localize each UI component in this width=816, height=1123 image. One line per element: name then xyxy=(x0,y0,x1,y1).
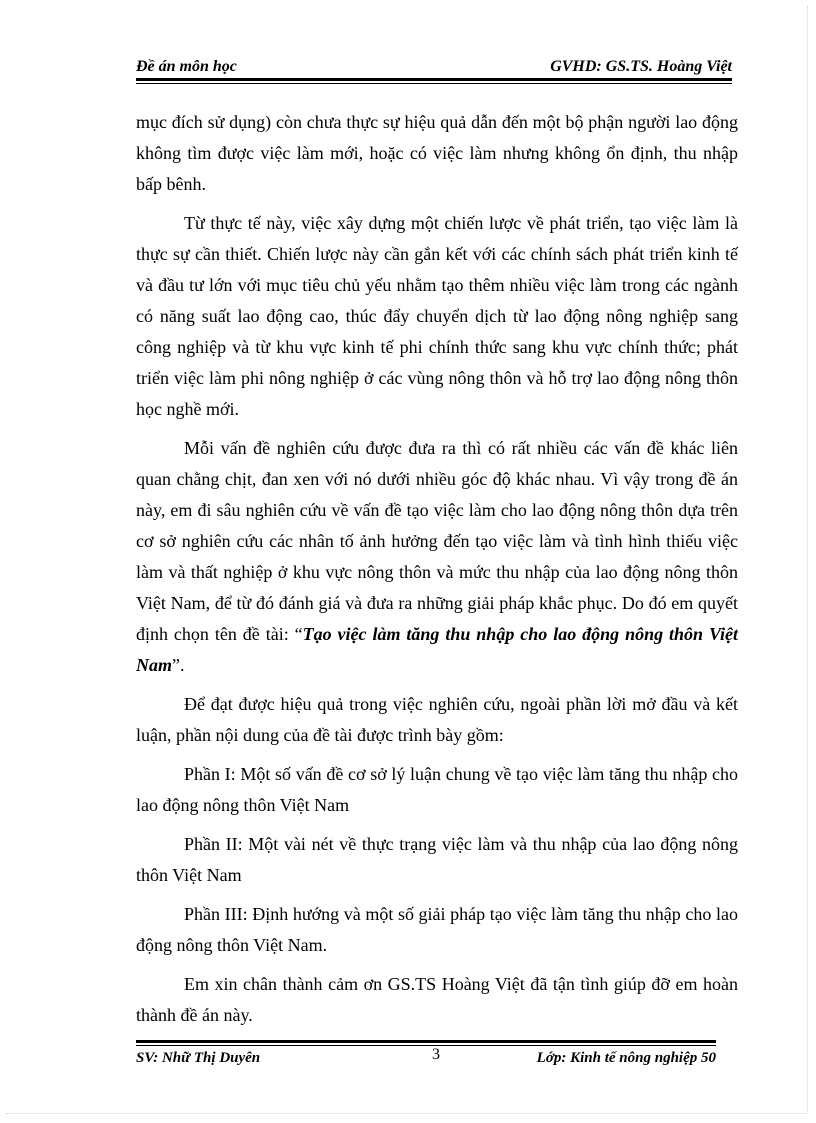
topic-title: Tạo việc làm tăng thu nhập cho lao động nông thôn Việt Nam xyxy=(136,624,738,675)
header-course-label: Đề án môn học xyxy=(136,58,237,75)
footer-student-name: SV: Nhữ Thị Duyên xyxy=(136,1050,261,1066)
document-body xyxy=(136,107,738,1039)
paragraph-2: Từ thực tế này, việc xây dựng một chiến lược về phát triển, tạo việc làm là thực sự cần thiết. Chiến lược này cần gắn kết với các chính sách phát triển kinh tế và đầu tư lớn với mục tiêu chủ yếu nhằm tạo thêm nhiều việc làm trong các ngành có năng suất lao động cao, thúc đẩy chuyển dịch từ lao động nông nghiệp sang công nghiệp và từ khu vực kinh tế phi chính thức sang khu vực chính thức; phát triển việc làm phi nông nghiệp ở các vùng nông thôn và hỗ trợ lao động nông thôn học nghề mới. xyxy=(136,213,738,419)
header-supervisor: GVHD: GS.TS. Hoàng Việt xyxy=(550,58,732,75)
footer-rule-thin xyxy=(136,1045,716,1046)
page-number: 3 xyxy=(432,1046,440,1063)
paragraph-thanks: Em xin chân thành cảm ơn GS.TS Hoàng Việt đã tận tình giúp đỡ em hoàn thành đề án này. xyxy=(136,974,738,1025)
page-footer xyxy=(136,1040,716,1080)
header-rule-thin xyxy=(136,83,732,84)
paragraph-4: Để đạt được hiệu quả trong việc nghiên cứu, ngoài phần lời mở đầu và kết luận, phần nội dung của đề tài được trình bày gồm: xyxy=(136,694,738,745)
paragraph-3-text: Mỗi vấn đề nghiên cứu được đưa ra thì có rất nhiều các vấn đề khác liên quan chằng chịt, đan xen với nó dưới nhiều góc độ khác nhau. Vì vậy trong đề án này, em đi sâu nghiên cứu về vấn đề tạo việc làm cho lao động nông thôn dựa trên cơ sở nghiên cứu các nhân tố ảnh hưởng đến tạo việc làm và tình hình thiếu việc làm và thất nghiệp ở khu vực nông thôn và mức thu nhập của lao động nông thôn Việt Nam, để từ đó đánh giá và đưa ra những giải pháp khắc phục. Do đó em quyết định chọn tên đề tài: “ xyxy=(136,438,738,644)
footer-rule-thick xyxy=(136,1040,716,1043)
paragraph-3 xyxy=(136,433,738,681)
paragraph-part-2: Phần II: Một vài nét về thực trạng việc làm và thu nhập của lao động nông thôn Việt Nam xyxy=(136,834,738,885)
paragraph-1: mục đích sử dụng) còn chưa thực sự hiệu quả dẫn đến một bộ phận người lao động không tìm được việc làm mới, hoặc có việc làm nhưng không ổn định, thu nhập bấp bênh. xyxy=(136,112,738,194)
footer-class: Lớp: Kinh tế nông nghiệp 50 xyxy=(536,1050,716,1066)
paragraph-part-1: Phần I: Một số vấn đề cơ sở lý luận chung về tạo việc làm tăng thu nhập cho lao động nông thôn Việt Nam xyxy=(136,764,738,815)
header-rule-thick xyxy=(136,78,732,81)
topic-close-quote: ”. xyxy=(172,655,185,675)
paragraph-part-3: Phần III: Định hướng và một số giải pháp tạo việc làm tăng thu nhập cho lao động nông thôn Việt Nam. xyxy=(136,904,738,955)
page-header xyxy=(136,50,732,80)
